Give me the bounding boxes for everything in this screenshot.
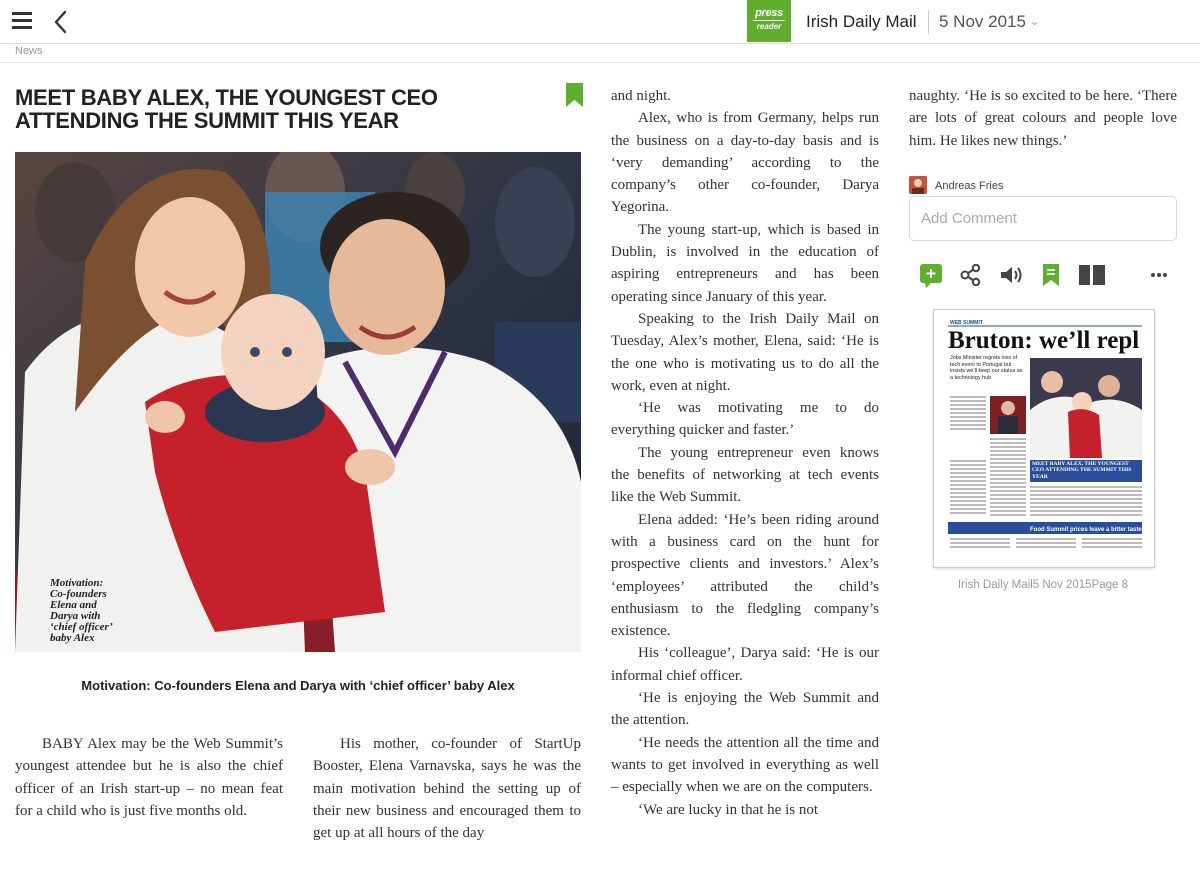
thumb-headline: Bruton: we’ll repl (948, 327, 1140, 354)
pressreader-logo[interactable] (747, 0, 791, 42)
issue-date-selector[interactable] (939, 12, 1039, 32)
section-divider (0, 62, 1200, 63)
article-column-4 (909, 85, 1177, 152)
bookmark-icon (1043, 264, 1059, 286)
article-toolbar (909, 258, 1177, 292)
thumb-inner-headline: MEET BABY ALEX, THE YOUNGEST CEO ATTENDING THE SUMMIT THIS YEAR (1032, 461, 1132, 480)
chevron-down-icon: ⌄ (1029, 16, 1040, 28)
more-dots-icon (1150, 272, 1168, 278)
paragraph: BABY Alex may be the Web Summit’s youngest attendee but he is also the chief officer of an Irish start-up – no mean feat for a child who is just five months old. (15, 736, 283, 819)
share-icon (960, 264, 982, 286)
logo-line-2: reader (753, 20, 785, 31)
bookmark-button[interactable] (1041, 258, 1061, 292)
paragraph: Alex, who is from Germany, helps run the business on a day-to-day basis and is ‘very demanding’ according to the company’s other co-founder, Darya Yegorina. (611, 110, 879, 216)
paragraph: and night. (611, 88, 671, 104)
photo-embedded-caption: Motivation: Co-founders Elena and Darya with ‘chief officer’ baby Alex (50, 577, 113, 644)
publication-title[interactable]: Irish Daily Mail (806, 12, 917, 31)
paragraph: ‘We are lucky in that he is not (638, 801, 818, 818)
paragraph: The young start-up, which is based in Dublin, is involved in the education of aspiring entrepreneurs and has been operating since January of this year. (611, 221, 879, 305)
article-column-1 (15, 733, 283, 822)
author-name: Andreas Fries (935, 180, 1004, 192)
page-thumbnail-image (934, 310, 1154, 567)
article-headline: MEET BABY ALEX, THE YOUNGEST CEO ATTENDING THE SUMMIT THIS YEAR (15, 85, 438, 133)
paragraph: His ‘colleague’, Darya said: ‘He is our informal chief officer. (611, 645, 879, 684)
paragraph: The young entrepreneur even knows the benefits of networking at tech events like the Web Summit. (611, 444, 879, 506)
page-thumbnail-caption: Irish Daily Mail5 Nov 2015Page 8 (957, 579, 1129, 591)
share-button[interactable] (959, 258, 983, 292)
speaker-icon (999, 264, 1023, 286)
avatar (909, 176, 927, 194)
bookmark-icon[interactable] (566, 83, 583, 107)
divider (928, 10, 929, 34)
add-comment-input[interactable]: Add Comment (909, 196, 1177, 241)
paragraph: Elena added: ‘He’s been riding around with a business card on the hunt for prospective clients and investors.’ Alex’s ‘employees’ attributed the child’s enthusiasm to the fledgling company’s existence. (611, 511, 879, 640)
add-comment-button[interactable] (919, 258, 943, 292)
paragraph: His mother, co-founder of StartUp Booster, Elena Varnavska, says he was the main motivation behind the setting up of their new business and encouraged them to get up at all hours of the day (313, 736, 581, 842)
hamburger-menu-icon[interactable] (12, 12, 32, 30)
section-label: News (15, 45, 43, 57)
thumb-masthead: WEB SUMMIT (950, 320, 983, 326)
article-column-2 (313, 733, 581, 844)
page-thumbnail[interactable] (933, 309, 1155, 568)
photo-caption: Motivation: Co-founders Elena and Darya with ‘chief officer’ baby Alex (81, 678, 515, 693)
text-view-button[interactable] (1079, 258, 1105, 292)
thumb-footer-headline: Food Summit prices leave a bitter taste (1030, 527, 1142, 533)
paragraph: naughty. ‘He is so excited to be here. ‘There are lots of great colours and people love him. He likes new things.’ (909, 88, 1177, 149)
columns-icon (1079, 265, 1105, 285)
issue-date: 5 Nov 2015 (939, 12, 1026, 31)
article-column-3 (611, 85, 879, 821)
thumb-subhead: Jobs Minister regrets loss of tech event to Portugal but insists we’ll keep our status as a technology hub (950, 355, 1023, 381)
paragraph: ‘He is enjoying the Web Summit and the attention. (611, 690, 879, 729)
chevron-left-icon[interactable] (50, 8, 72, 36)
logo-line-1: press (755, 7, 783, 19)
paragraph: ‘He was motivating me to do everything quicker and faster.’ (611, 400, 879, 439)
top-bar (0, 0, 1200, 44)
paragraph: ‘He needs the attention all the time and wants to get involved in everything as well – especially when we are on the computers. (611, 734, 879, 796)
plus-speech-icon (919, 262, 943, 288)
listen-button[interactable] (999, 258, 1023, 292)
more-button[interactable] (1147, 258, 1171, 292)
paragraph: Speaking to the Irish Daily Mail on Tuesday, Alex’s mother, Elena, said: ‘He is the one who is motivating us to do all the work, even at night. (611, 310, 879, 394)
